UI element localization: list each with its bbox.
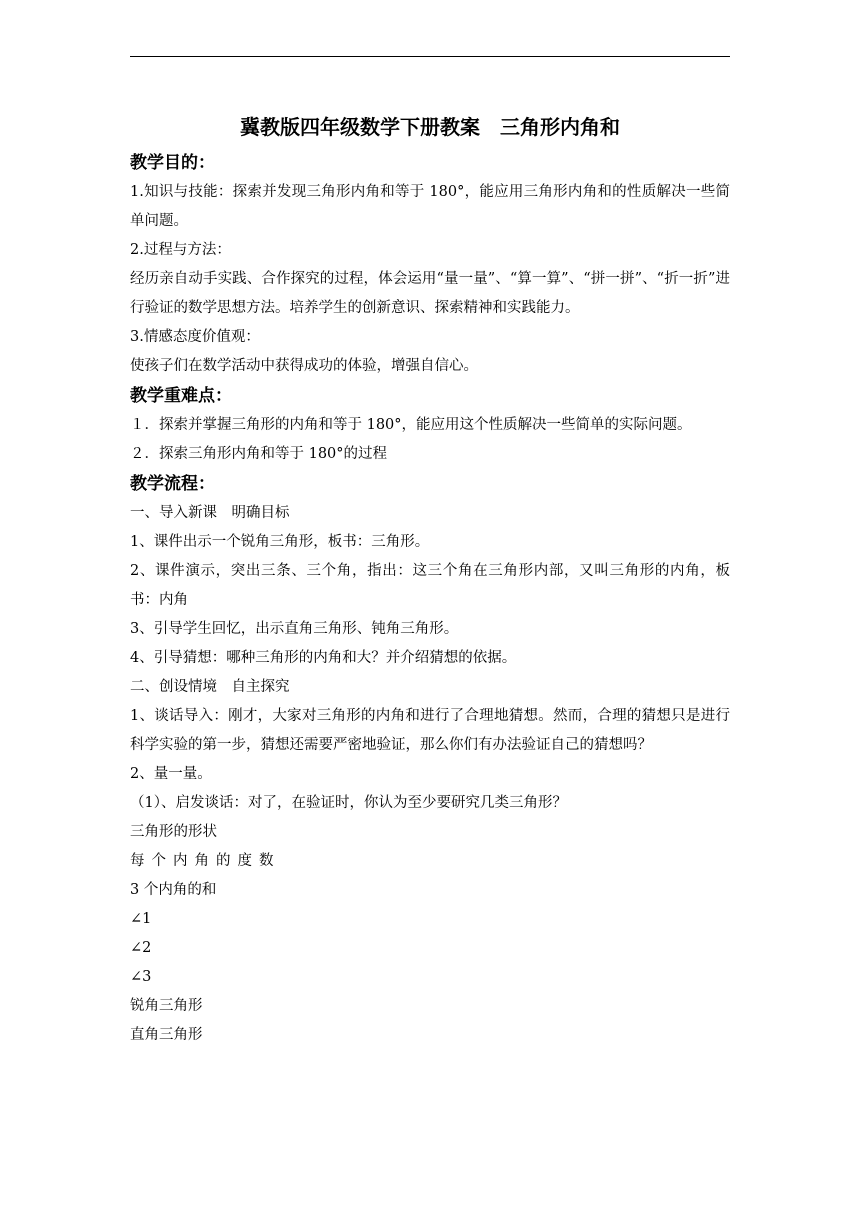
document-title: 冀教版四年级数学下册教案 三角形内角和 <box>240 115 620 139</box>
process-part1-item-3: 3、引导学生回忆，出示直角三角形、钝角三角形。 <box>130 621 459 637</box>
table-angle-2: ∠2 <box>130 940 152 956</box>
process-part1-item-1: 1、课件出示一个锐角三角形，板书：三角形。 <box>130 534 430 550</box>
process-part2-item-1: 1、谈话导入：刚才，大家对三角形的内角和进行了合理地猜想。然而，合理的猜想只是进行科学实验的第一步，猜想还需要严密地验证，那么你们有办法验证自己的猜想吗？ <box>130 708 730 753</box>
objective-knowledge-skills: 1.知识与技能：探索并发现三角形内角和等于 180°，能应用三角形内角和的性质解决一些简单问题。 <box>130 184 730 229</box>
table-angle-1: ∠1 <box>130 911 152 927</box>
key-point-2: ２．探索三角形内角和等于 180°的过程 <box>130 446 388 462</box>
table-angle-header: 每个内角的度数 <box>130 853 281 869</box>
table-row-acute: 锐角三角形 <box>130 998 203 1014</box>
objective-attitude-text: 使孩子们在数学活动中获得成功的体验，增强自信心。 <box>130 358 478 374</box>
objective-process-text: 经历亲自动手实践、合作探究的过程，体会运用“量一量”、“算一算”、“拼一拼”、“折一折”进行验证的数学思想方法。培养学生的创新意识、探索精神和实践能力。 <box>130 271 730 316</box>
process-heading: 教学流程： <box>130 474 215 494</box>
header-rule <box>130 56 730 57</box>
table-row-right: 直角三角形 <box>130 1027 203 1043</box>
process-part2-title: 二、创设情境 自主探究 <box>130 679 290 695</box>
table-shape-header: 三角形的形状 <box>130 824 217 840</box>
objective-attitude-label: 3.情感态度价值观： <box>130 329 260 345</box>
key-point-1: １．探索并掌握三角形的内角和等于 180°，能应用这个性质解决一些简单的实际问题。 <box>130 417 692 433</box>
objectives-heading: 教学目的： <box>130 153 215 173</box>
key-points-heading: 教学重难点： <box>130 386 232 406</box>
process-part1-title: 一、导入新课 明确目标 <box>130 505 290 521</box>
process-part2-item-2: 2、量一量。 <box>130 766 212 782</box>
document-page <box>130 110 730 1050</box>
process-part1-item-2: 2、课件演示，突出三条、三个角，指出：这三个角在三角形内部，又叫三角形的内角，板书：内角 <box>130 563 730 608</box>
table-sum-header: 3 个内角的和 <box>130 882 217 898</box>
process-part1-item-4: 4、引导猜想：哪种三角形的内角和大？并介绍猜想的依据。 <box>130 650 517 666</box>
process-part2-item-2-sub: （1）、启发谈话：对了，在验证时，你认为至少要研究几类三角形？ <box>130 795 567 811</box>
objective-process-label: 2.过程与方法： <box>130 242 231 258</box>
table-angle-3: ∠3 <box>130 969 152 985</box>
